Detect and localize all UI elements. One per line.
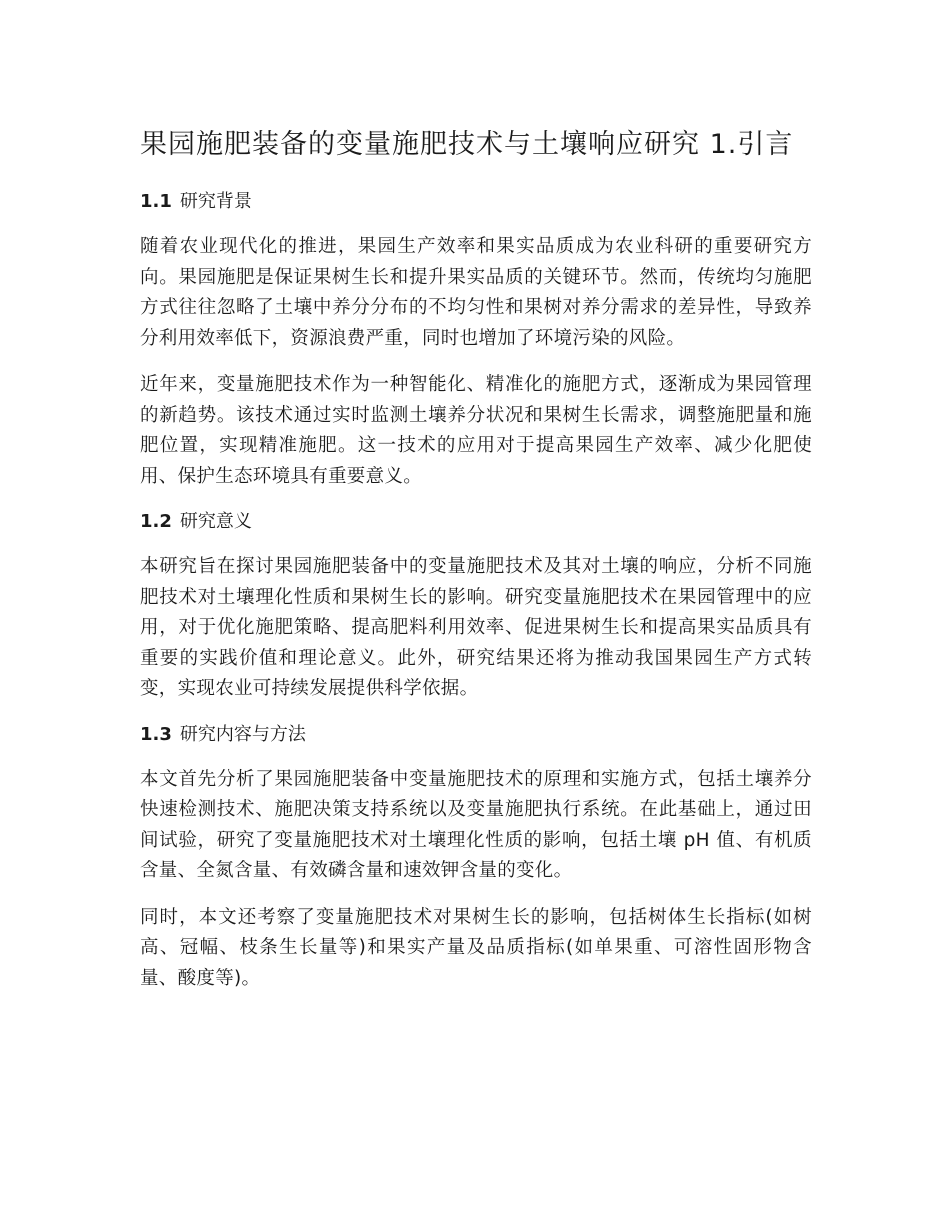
section-title: 研究内容与方法 xyxy=(179,723,306,745)
paragraph: 随着农业现代化的推进，果园生产效率和果实品质成为农业科研的重要研究方向。果园施肥是保证果树生长和提升果实品质的关键环节。然而，传统均匀施肥方式往往忽略了土壤中养分分布的不均匀性和果树对养分需求的差异性，导致养分利用效率低下，资源浪费严重，同时也增加了环境污染的风险。 xyxy=(140,236,812,349)
paragraph: 本文首先分析了果园施肥装备中变量施肥技术的原理和实施方式，包括土壤养分快速检测技术、施肥决策支持系统以及变量施肥执行系统。在此基础上，通过田间试验，研究了变量施肥技术对土壤理化性质的影响，包括土壤 pH 值、有机质含量、全氮含量、有效磷含量和速效钾含量的变化。 xyxy=(140,768,812,881)
paragraph: 本研究旨在探讨果园施肥装备中的变量施肥技术及其对土壤的响应，分析不同施肥技术对土壤理化性质和果树生长的影响。研究变量施肥技术在果园管理中的应用，对于优化施肥策略、提高肥料利用效率、促进果树生长和提高果实品质具有重要的实践价值和理论意义。此外，研究结果还将为推动我国果园生产方式转变，实现农业可持续发展提供科学依据。 xyxy=(140,556,812,699)
paragraph: 同时，本文还考察了变量施肥技术对果树生长的影响，包括树体生长指标(如树高、冠幅、枝条生长量等)和果实产量及品质指标(如单果重、可溶性固形物含量、酸度等)。 xyxy=(140,906,812,989)
section-number: 1.1 xyxy=(140,191,172,212)
section-number: 1.3 xyxy=(140,723,172,745)
document-title: 果园施肥装备的变量施肥技术与土壤响应研究 1.引言 xyxy=(140,129,794,160)
document-page xyxy=(140,118,812,1010)
paragraph: 近年来，变量施肥技术作为一种智能化、精准化的施肥方式，逐渐成为果园管理的新趋势。该技术通过实时监测土壤养分状况和果树生长需求，调整施肥量和施肥位置，实现精准施肥。这一技术的应用对于提高果园生产效率、减少化肥使用、保护生态环境具有重要意义。 xyxy=(140,374,812,487)
section-heading-1-2 xyxy=(140,508,812,536)
section-title: 研究背景 xyxy=(179,191,252,212)
section-heading-1-1 xyxy=(140,188,812,216)
section-number: 1.2 xyxy=(140,511,172,532)
section-title: 研究意义 xyxy=(179,511,252,532)
section-heading-1-3 xyxy=(140,721,812,749)
